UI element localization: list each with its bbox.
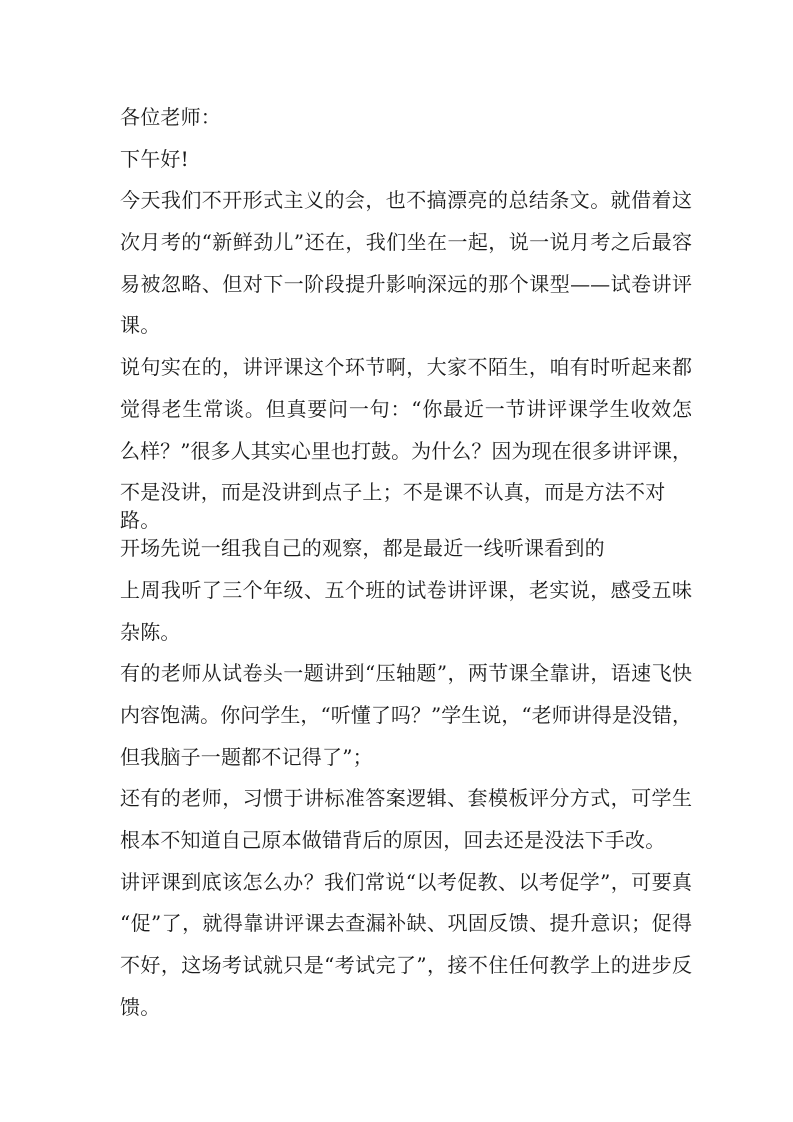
text-line: 次月考的“新鲜劲儿”还在，我们坐在一起，说一说月考之后最容 [120,230,692,255]
text-line: 有的老师从试卷头一题讲到“压轴题”，两节课全靠讲，语速飞快 [120,661,692,686]
text-line: 下午好! [120,146,189,171]
paragraph [120,784,692,867]
text-line: 么样？”很多人其实心里也打鼓。为什么？因为现在很多讲评课， [120,438,692,463]
text-line: 上周我听了三个年级、五个班的试卷讲评课，老实说，感受五味 [120,577,692,602]
paragraph [120,103,692,145]
text-line: 课。 [120,313,161,338]
text-line: 讲评课到底该怎么办？我们常说“以考促教、以考促学”，可要真 [120,869,692,894]
text-line: 不是没讲，而是没讲到点子上；不是课不认真，而是方法不对路。 [120,480,666,533]
text-line: 各位老师： [120,105,221,129]
paragraph [120,659,692,784]
text-line: 易被忽略、但对下一阶段提升影响深远的那个课型——试卷讲评 [120,271,692,296]
paragraph [120,186,692,353]
paragraph [120,353,692,534]
text-line: 不好，这场考试就只是“考试完了”，接不住任何教学上的进步反 [120,953,692,978]
text-line: 开场先说一组我自己的观察，都是最近一线听课看到的 [120,536,605,561]
text-line: “促”了，就得靠讲评课去查漏补缺、巩固反馈、提升意识；促得 [120,911,692,936]
text-line: 今天我们不开形式主义的会，也不搞漂亮的总结条文。就借着这 [120,188,692,213]
text-line: 说句实在的，讲评课这个环节啊，大家不陌生，咱有时听起来都 [120,355,692,380]
text-line: 内容饱满。你问学生，“听懂了吗？”学生说，“老师讲得是没错， [120,702,692,727]
paragraph [120,868,692,1035]
paragraph [120,576,692,659]
paragraph [120,534,692,576]
text-line: 根本不知道自己原本做错背后的原因，回去还是没法下手改。 [120,828,666,852]
document-body [120,103,692,1034]
text-line: 馈。 [120,994,161,1019]
text-line: 但我脑子一题都不记得了”； [120,744,373,769]
text-line: 还有的老师，习惯于讲标准答案逻辑、套模板评分方式，可学生 [120,786,692,811]
text-line: 觉得老生常谈。但真要问一句：“你最近一节讲评课学生收效怎 [120,396,692,421]
paragraph [120,145,692,187]
text-line: 杂陈。 [120,619,181,644]
